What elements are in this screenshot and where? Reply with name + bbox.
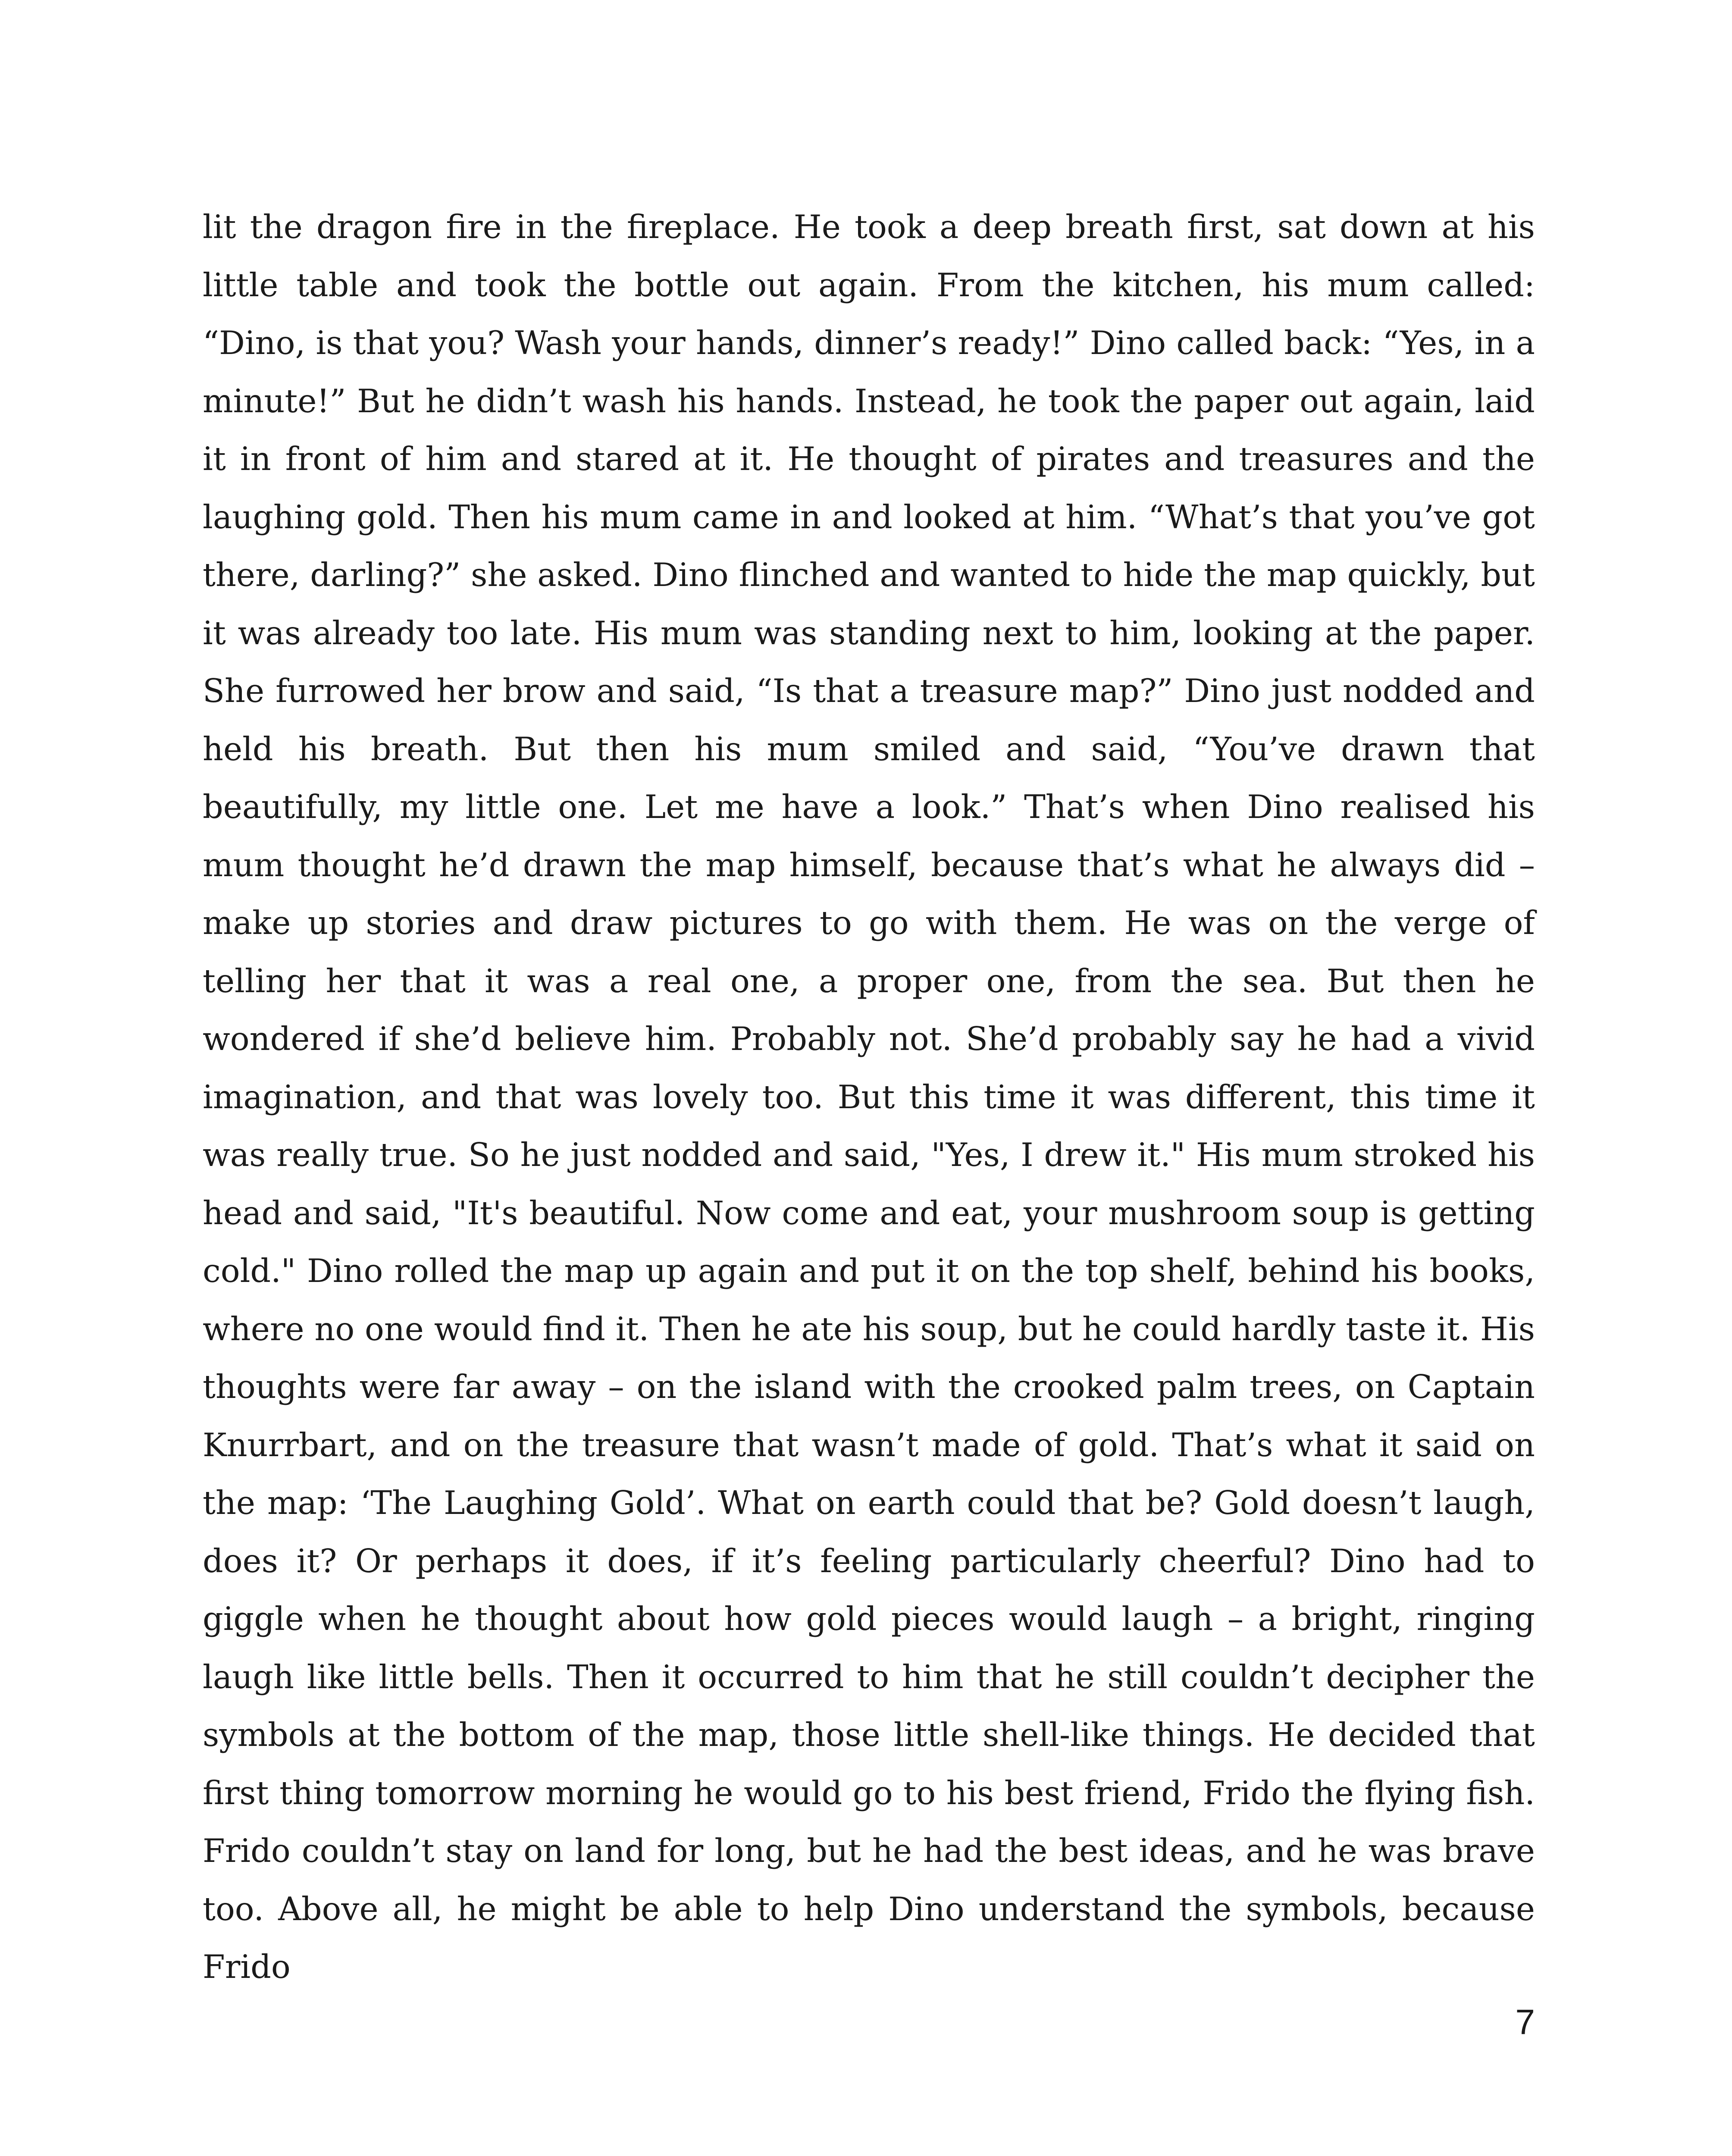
body-paragraph: lit the dragon fire in the fireplace. He took a deep breath first, sat down at his little table and took the bottle out again. From the kitchen, his mum called: “Dino, is that you? Wash your hands, dinner’s ready!” Dino called back: “Yes, in a minute!” But he didn’t wash his hands. Instead, he took the paper out again, laid it in front of him and stared at it. He thought of pirates and treasures and the laughing gold. Then his mum came in and looked at him. “What’s that you’ve got there, darling?” she asked. Dino flinched and wanted to hide the map quickly, but it was already too late. His mum was standing next to him, looking at the paper. She furrowed her brow and said, “Is that a treasure map?” Dino just nodded and held his breath. But then his mum smiled and said, “You’ve drawn that beautifully, my little one. Let me have a look.” That’s when Dino realised his mum thought he’d drawn the map himself, because that’s what he always did – make up stories and draw pictures to go with them. He was on the verge of telling her that it was a real one, a proper one, from the sea. But then he wondered if she’d believe him. Probably not. She’d probably say he had a vivid imagination, and that was lovely too. But this time it was different, this time it was really true. So he just nodded and said, "Yes, I drew it." His mum stroked his head and said, "It's beautiful. Now come and eat, your mushroom soup is getting cold." Dino rolled the map up again and put it on the top shelf, behind his books, where no one would find it. Then he ate his soup, but he could hardly taste it. His thoughts were far away – on the island with the crooked palm trees, on Captain Knurrbart, and on the treasure that wasn’t made of gold. That’s what it said on the map: ‘The Laughing Gold’. What on earth could that be? Gold doesn’t laugh, does it? Or perhaps it does, if it’s feeling particularly cheerful? Dino had to giggle when he thought about how gold pieces would laugh – a bright, ringing laugh like little bells. Then it occurred to him that he still couldn’t decipher the symbols at the bottom of the map, those little shell-like things. He decided that first thing tomorrow morning he would go to his best friend, Frido the flying fish. Frido couldn’t stay on land for long, but he had the best ideas, and he was brave too. Above all, he might be able to help Dino understand the symbols, because Frido [203, 208, 1535, 1986]
page-number: 7 [1515, 2002, 1535, 2042]
